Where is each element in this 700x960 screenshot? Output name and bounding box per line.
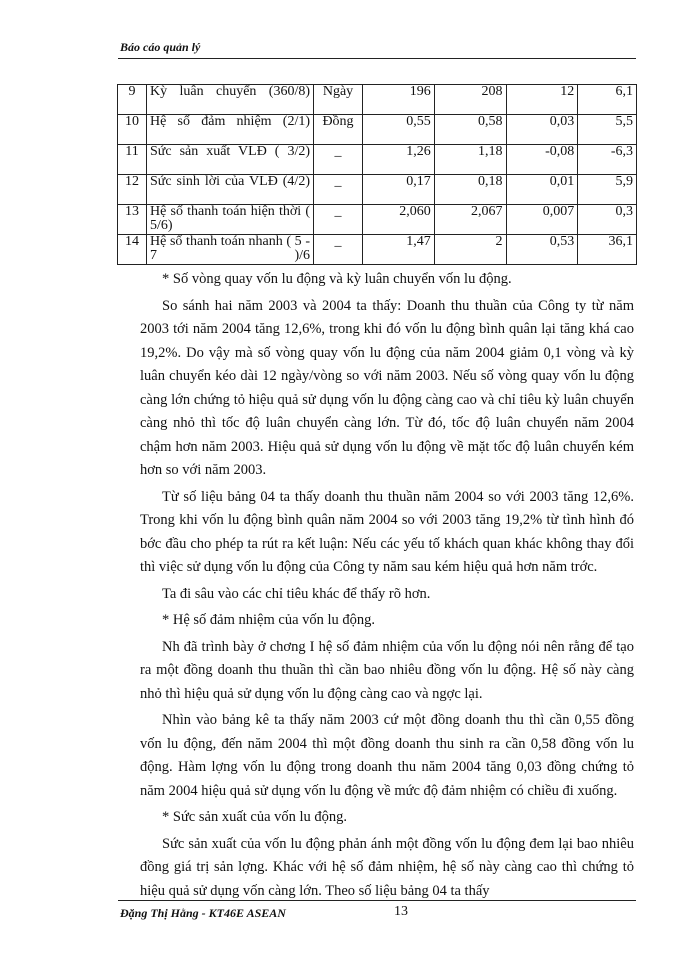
value-2004: 0,18	[434, 175, 506, 205]
table-row	[118, 115, 637, 145]
table-row	[118, 205, 637, 235]
page-number: 13	[394, 904, 408, 919]
indicator-name: Sức sản xuất VLĐ ( 3/2)	[147, 145, 314, 175]
paragraph: Nh đã trình bày ở chơng I hệ số đảm nhiệm của vốn lu động nói nên rằng để tạo ra một đồng doanh thu thuần thì cần bao nhiêu đồng vốn lu động. Hệ số này càng nhỏ thì hiệu quả sử dụng vốn lu động càng cao và ngợc lại.	[140, 638, 634, 702]
footer-author: Đặng Thị Hằng - KT46E ASEAN	[120, 906, 286, 920]
percent-change: 6,1	[578, 85, 637, 115]
value-2003: 0,17	[363, 175, 435, 205]
paragraph: Từ số liệu bảng 04 ta thấy doanh thu thuần năm 2004 so với 2003 tăng 12,6%. Trong khi vốn lu động bình quân năm 2004 so với 2003 tăng 19,2% từ tình hình đó bớc đầu cho phép ta rút ra kết luận: Nếu các yếu tố khách quan khác không thay đổi thì việc sử dụng vốn lu động của Công ty năm sau kém hiệu quả hơn năm trớc.	[140, 488, 634, 575]
value-2003: 1,47	[363, 235, 435, 265]
table-row	[118, 145, 637, 175]
value-2003: 196	[363, 85, 435, 115]
indicator-name: Hệ số thanh toán hiện thời ( 5/6)	[147, 205, 314, 235]
value-2003: 2,060	[363, 205, 435, 235]
row-number: 11	[118, 145, 147, 175]
value-2004: 2,067	[434, 205, 506, 235]
difference: 0,53	[506, 235, 578, 265]
table-row	[118, 235, 637, 265]
percent-change: 0,3	[578, 205, 637, 235]
indicator-name: Sức sinh lời của VLĐ (4/2)	[147, 175, 314, 205]
unit-cell: Đồng	[314, 115, 363, 145]
indicator-table	[117, 84, 637, 265]
difference: 0,03	[506, 115, 578, 145]
page-footer	[118, 900, 636, 921]
difference: 0,01	[506, 175, 578, 205]
paragraph: * Sức sản xuất của vốn lu động.	[162, 809, 348, 825]
table-row	[118, 85, 637, 115]
row-number: 14	[118, 235, 147, 265]
unit-cell: _	[314, 175, 363, 205]
value-2003: 1,26	[363, 145, 435, 175]
value-2003: 0,55	[363, 115, 435, 145]
difference: -0,08	[506, 145, 578, 175]
paragraph: Nhìn vào bảng kê ta thấy năm 2003 cứ một đồng doanh thu thì cần 0,55 đồng vốn lu động, đến năm 2004 thì một đồng doanh thu sinh ra cần 0,58 đồng vốn lu động. Hàm lợng vốn lu động trong doanh thu năm 2004 tăng 0,03 đồng chứng tỏ năm 2004 hiệu quả sử dụng vốn lu động về mức độ đảm nhiệm có chiều đi xuống.	[140, 712, 634, 799]
percent-change: 5,9	[578, 175, 637, 205]
paragraph: Sức sản xuất của vốn lu động phản ánh một đồng vốn lu động đem lại bao nhiêu đồng giá trị sản lợng. Khác với hệ số đảm nhiệm, hệ số này càng cao thì chứng tỏ hiệu quả sử dụng vốn càng lớn. Theo số liệu bảng 04 ta thấy	[140, 835, 634, 899]
percent-change: 5,5	[578, 115, 637, 145]
unit-cell: _	[314, 145, 363, 175]
unit-cell: _	[314, 235, 363, 265]
paragraph: * Hệ số đảm nhiệm của vốn lu động.	[162, 612, 376, 628]
row-number: 10	[118, 115, 147, 145]
paragraph: Ta đi sâu vào các chỉ tiêu khác để thấy rõ hơn.	[162, 585, 431, 602]
unit-cell: _	[314, 205, 363, 235]
row-number: 9	[118, 85, 147, 115]
indicator-name: Hệ số thanh toán nhanh ( 5 - 7 )/6	[147, 235, 314, 265]
indicator-name: Kỳ luân chuyển (360/8)	[147, 85, 314, 115]
header-title: Báo cáo quản lý	[120, 40, 201, 54]
paragraph: * Số vòng quay vốn lu động và kỳ luân chuyển vốn lu động.	[162, 271, 512, 287]
row-number: 13	[118, 205, 147, 235]
percent-change: -6,3	[578, 145, 637, 175]
value-2004: 0,58	[434, 115, 506, 145]
value-2004: 208	[434, 85, 506, 115]
indicator-name: Hệ số đảm nhiệm (2/1)	[147, 115, 314, 145]
difference: 12	[506, 85, 578, 115]
value-2004: 2	[434, 235, 506, 265]
value-2004: 1,18	[434, 145, 506, 175]
page-header	[118, 40, 636, 59]
body-text	[140, 268, 634, 906]
row-number: 12	[118, 175, 147, 205]
paragraph: So sánh hai năm 2003 và 2004 ta thấy: Doanh thu thuần của Công ty từ năm 2003 tới năm 2004 tăng 12,6%, trong khi đó vốn lu động bình quân lại tăng khá cao 19,2%. Do vậy mà số vòng quay vốn lu động của năm 2004 giảm 0,1 vòng và kỳ luân chuyển kéo dài 12 ngày/vòng so với năm 2003. Nếu số vòng quay vốn lu động càng lớn chứng tỏ hiệu quả sử dụng vốn lu động càng cao và chỉ tiêu kỳ luân chuyển càng nhỏ thì tốc độ luân chuyển càng lớn. Từ đó, tốc độ luân chuyển năm 2004 chậm hơn năm 2003. Hiệu quả sử dụng vốn lu động về mặt tốc độ luân chuyển kém hơn so với năm 2003.	[140, 297, 634, 478]
percent-change: 36,1	[578, 235, 637, 265]
difference: 0,007	[506, 205, 578, 235]
unit-cell: Ngày	[314, 85, 363, 115]
table-row	[118, 175, 637, 205]
